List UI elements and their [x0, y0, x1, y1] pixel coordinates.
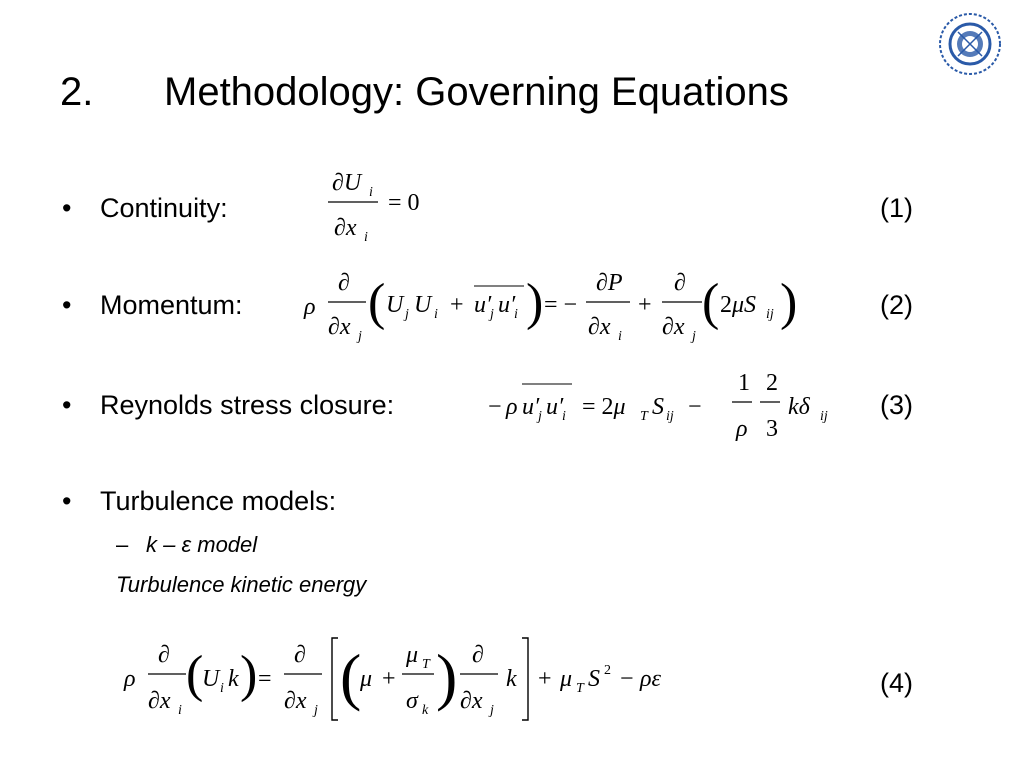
svg-text:(: ( [186, 646, 204, 703]
svg-text:∂P: ∂P [596, 270, 623, 296]
svg-text:i: i [434, 307, 438, 322]
svg-text:j: j [405, 307, 409, 322]
svg-text:2μS: 2μS [720, 292, 757, 318]
svg-text:ρ: ρ [124, 666, 136, 692]
equation-number-1: (1) [880, 193, 913, 223]
svg-text:+: + [638, 292, 652, 318]
svg-text:i: i [364, 230, 368, 245]
svg-text:j: j [490, 307, 494, 322]
svg-text:−: − [688, 394, 702, 420]
svg-text:∂x: ∂x [328, 314, 351, 340]
svg-text:u′: u′ [498, 292, 516, 318]
title-text: Methodology: Governing Equations [164, 70, 789, 114]
svg-text:2: 2 [604, 663, 611, 678]
svg-text:ρ: ρ [736, 416, 748, 442]
momentum-label: Momentum: [100, 290, 243, 320]
svg-text:U: U [414, 292, 432, 318]
sub-item-k-eps [116, 534, 257, 556]
svg-text:2: 2 [766, 370, 778, 396]
svg-text:i: i [178, 703, 182, 718]
momentum-equation [300, 262, 800, 352]
university-emblem-icon [938, 12, 1002, 76]
svg-text:i: i [618, 329, 622, 344]
svg-text:μ: μ [406, 642, 419, 668]
equation-number-4: (4) [880, 668, 913, 698]
svg-text:∂x: ∂x [460, 688, 483, 714]
svg-text:(: ( [702, 274, 720, 331]
svg-text:∂x: ∂x [662, 314, 685, 340]
equation-number-3: (3) [880, 390, 913, 420]
svg-text:ρε: ρε [640, 666, 661, 692]
svg-text:k: k [422, 703, 429, 718]
svg-text:ij: ij [766, 307, 774, 322]
bullet-turbulence [62, 488, 336, 515]
svg-text:∂: ∂ [472, 642, 484, 668]
svg-text:j: j [692, 329, 696, 344]
svg-text:= 0: = 0 [388, 190, 420, 216]
bullet-momentum [62, 292, 243, 319]
svg-text:j: j [358, 329, 362, 344]
svg-text:=: = [258, 666, 272, 692]
svg-text:∂: ∂ [338, 270, 350, 296]
svg-text:ij: ij [820, 409, 828, 424]
bullet-dot: • [62, 193, 72, 223]
svg-text:k: k [228, 666, 239, 692]
bullet-reynolds [62, 392, 394, 419]
bullet-dot: • [62, 290, 72, 320]
tke-label: Turbulence kinetic energy [116, 572, 367, 597]
slide-title [60, 72, 789, 112]
svg-text:): ) [436, 641, 458, 712]
svg-text:∂: ∂ [674, 270, 686, 296]
svg-text:j: j [490, 703, 494, 718]
svg-text:(: ( [340, 641, 362, 712]
svg-text:U: U [386, 292, 404, 318]
k-eps-model-label: k – ε model [146, 532, 258, 557]
svg-text:i: i [514, 307, 518, 322]
continuity-label: Continuity: [100, 193, 228, 223]
dash-symbol: – [116, 532, 129, 557]
svg-text:T: T [576, 681, 584, 696]
tke-equation [120, 632, 700, 732]
svg-text:(: ( [368, 274, 386, 331]
svg-text:∂x: ∂x [284, 688, 307, 714]
svg-text:U: U [202, 666, 220, 692]
svg-text:T: T [640, 409, 648, 424]
bullet-continuity [62, 195, 228, 222]
reynolds-label: Reynolds stress closure: [100, 390, 395, 420]
svg-text:k: k [506, 666, 517, 692]
svg-text:= 2μ: = 2μ [582, 394, 626, 420]
svg-text:3: 3 [766, 416, 778, 442]
svg-text:= −: = − [544, 292, 578, 318]
svg-text:S: S [588, 666, 600, 692]
svg-text:): ) [526, 274, 544, 331]
equation-number-2: (2) [880, 290, 913, 320]
svg-text:+: + [450, 292, 464, 318]
svg-text:−: − [488, 394, 502, 420]
svg-text:−: − [620, 666, 634, 692]
svg-text:∂x: ∂x [588, 314, 611, 340]
reynolds-equation [486, 362, 846, 452]
svg-text:T: T [422, 657, 430, 672]
svg-text:∂: ∂ [158, 642, 170, 668]
svg-text:u′: u′ [522, 394, 540, 420]
title-number: 2. [60, 70, 94, 114]
svg-text:u′: u′ [546, 394, 564, 420]
svg-text:i: i [369, 185, 373, 200]
continuity-equation [320, 160, 450, 250]
svg-text:S: S [652, 394, 664, 420]
svg-text:1: 1 [738, 370, 750, 396]
svg-text:∂U: ∂U [332, 170, 362, 196]
turbulence-label: Turbulence models: [100, 486, 337, 516]
svg-text:ρ: ρ [506, 394, 518, 420]
svg-text:j: j [314, 703, 318, 718]
svg-text:μ: μ [360, 666, 373, 692]
svg-text:+: + [538, 666, 552, 692]
bullet-dot: • [62, 486, 72, 516]
svg-text:μ: μ [560, 666, 573, 692]
svg-text:∂x: ∂x [334, 215, 357, 241]
svg-text:ij: ij [666, 409, 674, 424]
svg-text:ρ: ρ [304, 294, 316, 320]
svg-text:i: i [220, 681, 224, 696]
svg-text:): ) [240, 646, 258, 703]
svg-text:): ) [780, 274, 798, 331]
svg-text:kδ: kδ [788, 394, 810, 420]
svg-text:σ: σ [406, 688, 418, 714]
svg-text:+: + [382, 666, 396, 692]
svg-text:u′: u′ [474, 292, 492, 318]
svg-text:∂x: ∂x [148, 688, 171, 714]
svg-text:i: i [562, 409, 566, 424]
svg-text:j: j [538, 409, 542, 424]
bullet-dot: • [62, 390, 72, 420]
svg-text:∂: ∂ [294, 642, 306, 668]
